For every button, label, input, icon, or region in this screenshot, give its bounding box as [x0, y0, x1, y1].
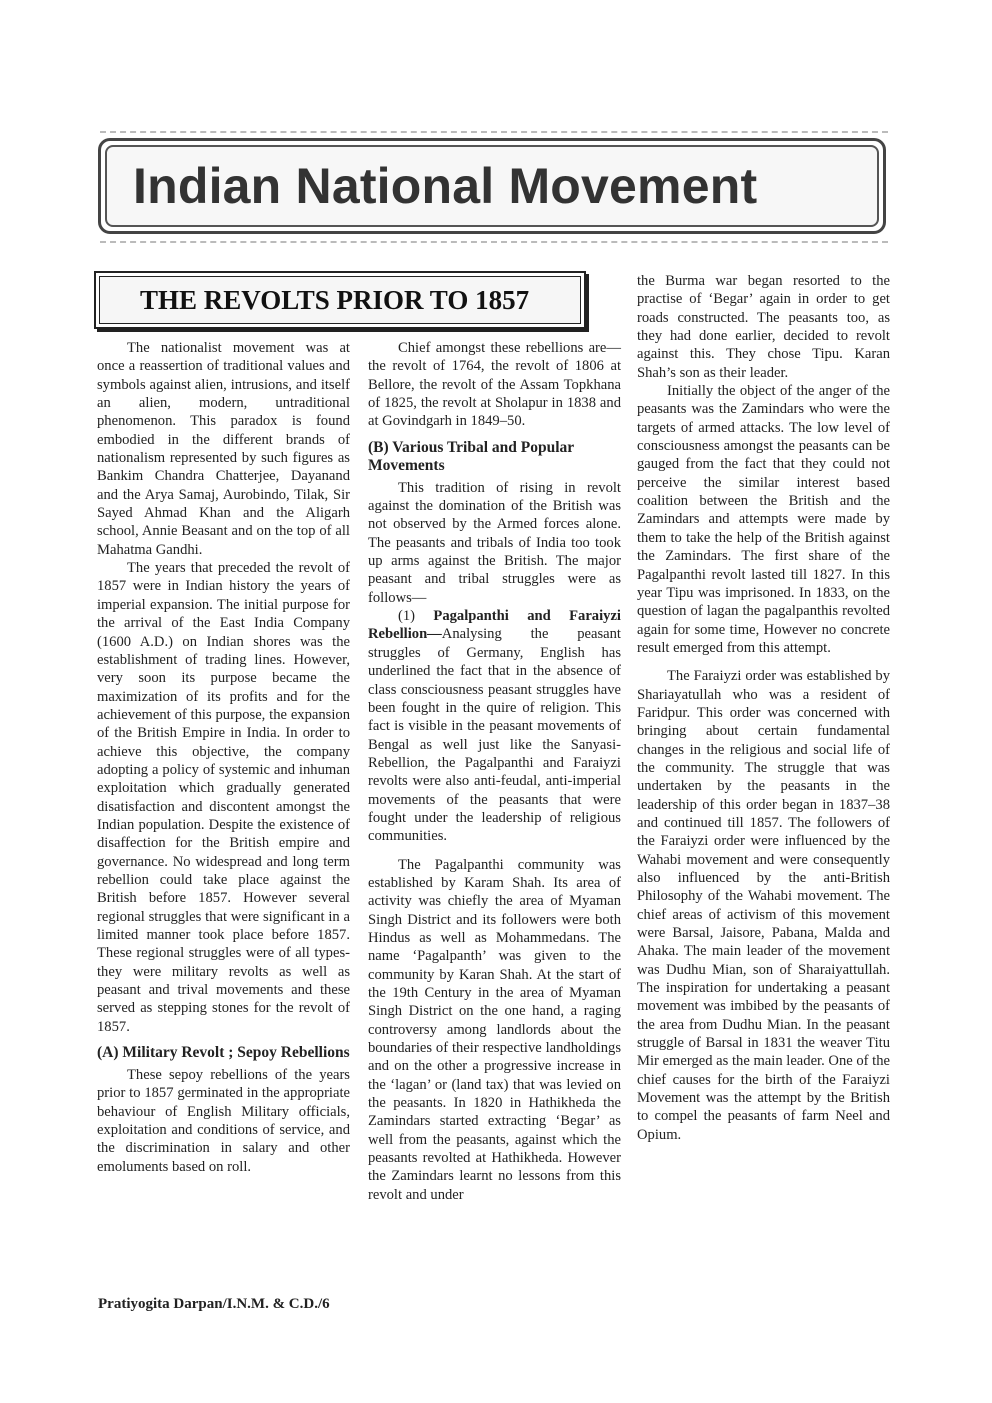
column-3: [637, 272, 890, 1144]
item-number: (1): [398, 608, 434, 625]
paragraph: The Pagalpanthi community was established by Karam Shah. Its area of activity was chiefly the area of Myaman Singh District and its followers were both Hindus as well as Mohammedans. The name ‘Pagalpanth’ was given to the community by Karan Shah. At the start of the 19th Century in the area of Myaman Singh District on the one hand, a raging controversy among landlords about the boundaries of their respective landholdings and on the other a progressive increase in the ‘lagan’ or (land tax) that was levied on the peasants. In 1820 in Hathikheda the Zamindars started extracting ‘Begar’ as well from the peasants, against which the peasants revolted at Hathikheda. However the Zamindars learnt no lessons from this revolt and under: [368, 856, 621, 1203]
header-frame: [98, 138, 886, 234]
column-2: [368, 339, 621, 1204]
paragraph: Chief amongst these rebellions are—the revolt of 1764, the revolt of 1806 at Bellore, the revolt of the Assam Topkhana of 1825, the revolt at Sholapur in 1838 and at Govindgarh in 1849–50.: [368, 340, 621, 430]
column-1: [97, 339, 350, 1176]
paragraph: These sepoy rebellions of the years prior to 1857 germinated in the appropriate behaviour of English Military officials, exploitation and conditions of service, and the discrimination in salary and other emoluments based on roll.: [97, 1067, 350, 1175]
bottom-divider: [100, 241, 888, 243]
subheading: (B) Various Tribal and Popular Movements: [368, 438, 574, 474]
paragraph: [368, 607, 621, 845]
paragraph: the Burma war began resorted to the practise of ‘Begar’ again in order to get roads constructed. The peasants too, as they had done earlier, decided to revolt against this. They chose Tipu. Karan Shah’s son as their leader.: [637, 273, 890, 381]
subheading: (A) Military Revolt ; Sepoy Rebellions: [97, 1044, 350, 1062]
paragraph: Initially the object of the anger of the peasants was the Zamindars who were the targets of armed attacks. The low level of consciousness amongst the peasants can be gauged from the fact that they could not perceive the similar interest based coalition between the British and the Zamindars and attempts were made by them to take the help of the British against the Zamindars. The first share of the Pagalpanthi revolt lasted till 1827. In this year Tipu was imprisoned. In 1833, on the question of lagan the pagalpanthis revolted again for some time, However no concrete result emerged from this attempt.: [637, 383, 890, 656]
top-divider: [100, 131, 888, 133]
paragraph: The Faraiyzi order was established by Shariayatullah who was a resident of Faridpur. This order was concerned with bringing about certain fundamental changes in the religious and social life of the community. The struggle that was undertaken by the peasants in the leadership of this order began in 1837–38 and continued till 1857. The followers of the Faraiyzi order were influenced by the Wahabi movement and were consequently also influenced by the anti-British Philosophy of the Wahabi movement. The chief areas of activism of this movement were Barsal, Jaisore, Pabana, Malda and Ahaka. The main leader of the movement was Dudhu Mian, son of Sharaiyattullah. The inspiration for undertaking a peasant movement was imbibed by the peasants of the area from Dudhu Mian. In the peasant struggle of Barsal in 1831 the weaver Titu Mir emerged as the main leader. One of the chief causes for the birth of the Faraiyzi Movement was the attempt by the British to compel the peasants of farm Neel and Opium.: [637, 668, 891, 1143]
paragraph: The nationalist movement was at once a reassertion of traditional values and symbols against alien, intrusions, and itself an alien, modern, untraditional phenomenon. This paradox is found embodied in the different brands of nationalism represented by such figures as Bankim Chandra Chatterjee, Dayanand and the Arya Samaj, Aurobindo, Tilak, Sir Sayed Ahmad Khan and the Aligarh school, Annie Beasant and on the top of all Mahatma Gandhi.: [97, 340, 350, 558]
page-title: Indian National Movement: [133, 158, 758, 214]
item-text: Analysing the peasant struggles of Germany, English has underlined the fact that in the absence of class consciousness peasant struggles have been fought in the quire of religion. This fact is visible in the peasant movements of Bengal as well just like the Sanyasi-Rebellion, the Pagalpanthi and Faraiyzi revolts were also anti-feudal, anti-imperial movements of the peasants that were fought under the leadership of religious communities.: [368, 626, 621, 845]
section-title-box: [94, 271, 586, 329]
section-title: THE REVOLTS PRIOR TO 1857: [140, 284, 530, 315]
paragraph: This tradition of rising in revolt against the domination of the British was not observed by the Armed forces alone. The peasants and tribals of India too took up arms against the British. The major peasant and tribal struggles were as follows—: [368, 479, 621, 606]
paragraph: The years that preceded the revolt of 1857 were in Indian history the years of imperial expansion. The initial purpose for the arrival of the East India Company (1600 A.D.) on Indian shores was the establishment of trading lines. However, very soon its purpose became the maximization of its profits and for the achievement of this purpose, the expansion of the British Empire in India. In order to achieve this objective, the company adopting a policy of systemic and inhuman exploitation which gradually generated disatisfaction and discontent amongst the Indian population. Despite the existence of disaffection for the British empire and governance. No widespread and long term rebellion could take place against the British before 1857. However several regional struggles that were significant in a limited manner took place before 1857. These regional struggles were of all types- they were military revolts as well as peasant and trival movements and these served as stepping stones for the revolt of 1857.: [97, 560, 350, 1035]
page-footer: Pratiyogita Darpan/I.N.M. & C.D./6: [98, 1296, 330, 1312]
item-title: Pagalpanthi and Faraiyzi Rebellion—: [368, 608, 621, 643]
